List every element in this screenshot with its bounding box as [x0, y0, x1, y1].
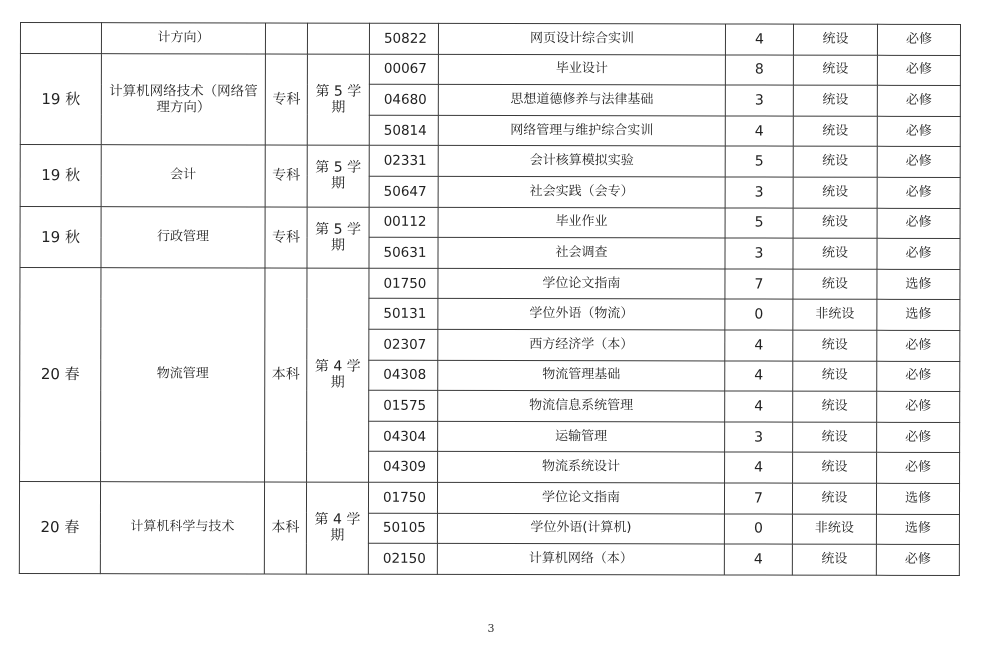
exam-type-cell: 统设	[793, 391, 877, 422]
level-cell: 专科	[265, 54, 307, 146]
course-name-cell: 社会实践（会专）	[438, 176, 725, 207]
course-type-cell: 必修	[877, 330, 960, 361]
term-cell: 19 秋	[20, 206, 101, 267]
major-cell: 物流管理	[101, 267, 265, 481]
credits-cell: 3	[725, 85, 793, 116]
course-type-cell: 必修	[877, 208, 960, 239]
semester-cell: 第 5 学期	[307, 54, 369, 146]
course-name-cell: 网络管理与维护综合实训	[438, 115, 725, 146]
credits-cell: 4	[725, 330, 793, 361]
course-code-cell: 04304	[369, 421, 438, 452]
course-name-cell: 毕业设计	[438, 54, 725, 85]
credits-cell: 3	[725, 422, 793, 453]
exam-type-cell: 统设	[793, 361, 877, 392]
course-code-cell: 04309	[369, 452, 438, 483]
term-cell: 20 春	[20, 267, 101, 481]
course-type-cell: 必修	[876, 544, 959, 575]
course-type-cell: 必修	[877, 24, 960, 55]
credits-cell: 4	[725, 452, 793, 483]
credits-cell: 3	[725, 177, 793, 208]
course-name-cell: 学位外语（物流）	[438, 299, 725, 330]
credits-cell: 4	[725, 361, 793, 392]
course-type-cell: 必修	[877, 85, 960, 116]
major-cell: 计算机科学与技术	[100, 482, 264, 574]
course-type-cell: 必修	[877, 147, 960, 178]
course-name-cell: 毕业作业	[438, 207, 725, 238]
credits-cell: 8	[725, 55, 793, 86]
course-name-cell: 网页设计综合实训	[438, 23, 725, 54]
credits-cell: 4	[724, 544, 792, 575]
course-name-cell: 西方经济学（本）	[438, 329, 725, 360]
table-row	[19, 481, 959, 514]
course-code-cell: 02331	[369, 146, 438, 177]
course-name-cell: 物流管理基础	[438, 360, 725, 391]
exam-type-cell: 统设	[793, 208, 877, 239]
exam-type-cell: 统设	[793, 177, 877, 208]
course-type-cell: 必修	[877, 177, 960, 208]
credits-cell: 4	[725, 24, 793, 55]
credits-cell: 0	[724, 513, 792, 544]
course-code-cell: 02150	[368, 543, 437, 574]
course-table	[19, 22, 961, 576]
course-code-cell: 50814	[369, 115, 438, 146]
course-type-cell: 选修	[877, 300, 960, 331]
semester-cell	[307, 23, 369, 54]
course-code-cell: 50631	[369, 237, 438, 268]
term-cell: 20 春	[19, 481, 100, 573]
major-cell: 会计	[101, 145, 265, 207]
course-name-cell: 思想道德修养与法律基础	[438, 85, 725, 116]
course-type-cell: 选修	[877, 269, 960, 300]
exam-type-cell: 统设	[792, 544, 876, 575]
credits-cell: 7	[725, 269, 793, 300]
exam-type-cell: 统设	[793, 330, 877, 361]
credits-cell: 5	[725, 208, 793, 239]
exam-type-cell: 统设	[793, 24, 877, 55]
course-name-cell: 会计核算模拟实验	[438, 146, 725, 177]
course-code-cell: 00112	[369, 207, 438, 238]
course-code-cell: 50647	[369, 176, 438, 207]
semester-cell: 第 5 学期	[307, 145, 369, 206]
exam-type-cell: 统设	[793, 116, 877, 147]
course-code-cell: 50131	[369, 299, 438, 330]
credits-cell: 3	[725, 238, 793, 269]
course-type-cell: 选修	[876, 514, 959, 545]
exam-type-cell: 非统设	[792, 514, 876, 545]
term-cell	[20, 23, 101, 54]
course-type-cell: 必修	[877, 422, 960, 453]
table-row	[20, 53, 960, 86]
credits-cell: 4	[725, 116, 793, 147]
table-row	[20, 23, 960, 56]
exam-type-cell: 非统设	[793, 299, 877, 330]
course-name-cell: 社会调查	[438, 238, 725, 269]
course-name-cell: 学位论文指南	[438, 268, 725, 299]
term-cell: 19 秋	[20, 145, 101, 206]
semester-cell: 第 4 学期	[306, 482, 368, 574]
level-cell: 本科	[264, 482, 306, 574]
course-name-cell: 计算机网络（本）	[437, 543, 724, 574]
table-body	[19, 23, 960, 576]
exam-type-cell: 统设	[793, 452, 877, 483]
credits-cell: 5	[725, 146, 793, 177]
table-row	[20, 267, 960, 300]
major-cell: 行政管理	[101, 206, 265, 268]
course-code-cell: 04680	[369, 84, 438, 115]
course-type-cell: 必修	[877, 55, 960, 86]
course-code-cell: 04308	[369, 360, 438, 391]
exam-type-cell: 统设	[793, 85, 877, 116]
course-type-cell: 必修	[877, 391, 960, 422]
course-type-cell: 选修	[876, 483, 959, 514]
semester-cell: 第 4 学期	[307, 268, 369, 482]
course-code-cell: 00067	[369, 54, 438, 85]
term-cell: 19 秋	[20, 53, 101, 145]
course-code-cell: 50105	[368, 513, 437, 544]
major-cell: 计算机网络技术（网络管理方向）	[101, 53, 265, 145]
course-code-cell: 01750	[369, 268, 438, 299]
table-row	[20, 206, 960, 239]
exam-type-cell: 统设	[792, 483, 876, 514]
course-name-cell: 学位外语(计算机)	[437, 513, 724, 544]
credits-cell: 7	[724, 483, 792, 514]
course-name-cell: 运输管理	[438, 421, 725, 452]
exam-type-cell: 统设	[793, 238, 877, 269]
level-cell	[265, 23, 307, 54]
page-number: 3	[487, 622, 495, 635]
major-cell: 计方向）	[101, 23, 265, 54]
document-page	[19, 22, 960, 576]
course-type-cell: 必修	[877, 361, 960, 392]
credits-cell: 0	[725, 299, 793, 330]
exam-type-cell: 统设	[793, 269, 877, 300]
table-row	[20, 145, 960, 178]
course-code-cell: 01750	[368, 482, 437, 513]
course-code-cell: 50822	[369, 23, 438, 54]
level-cell: 专科	[265, 207, 307, 268]
exam-type-cell: 统设	[793, 146, 877, 177]
course-type-cell: 必修	[877, 238, 960, 269]
semester-cell: 第 5 学期	[307, 207, 369, 268]
course-code-cell: 02307	[369, 329, 438, 360]
course-code-cell: 01575	[369, 390, 438, 421]
level-cell: 本科	[265, 268, 307, 482]
course-type-cell: 必修	[877, 116, 960, 147]
course-name-cell: 学位论文指南	[437, 482, 724, 513]
credits-cell: 4	[725, 391, 793, 422]
level-cell: 专科	[265, 145, 307, 206]
exam-type-cell: 统设	[793, 55, 877, 86]
course-name-cell: 物流系统设计	[438, 452, 725, 483]
course-name-cell: 物流信息系统管理	[438, 391, 725, 422]
course-type-cell: 必修	[877, 453, 960, 484]
exam-type-cell: 统设	[793, 422, 877, 453]
